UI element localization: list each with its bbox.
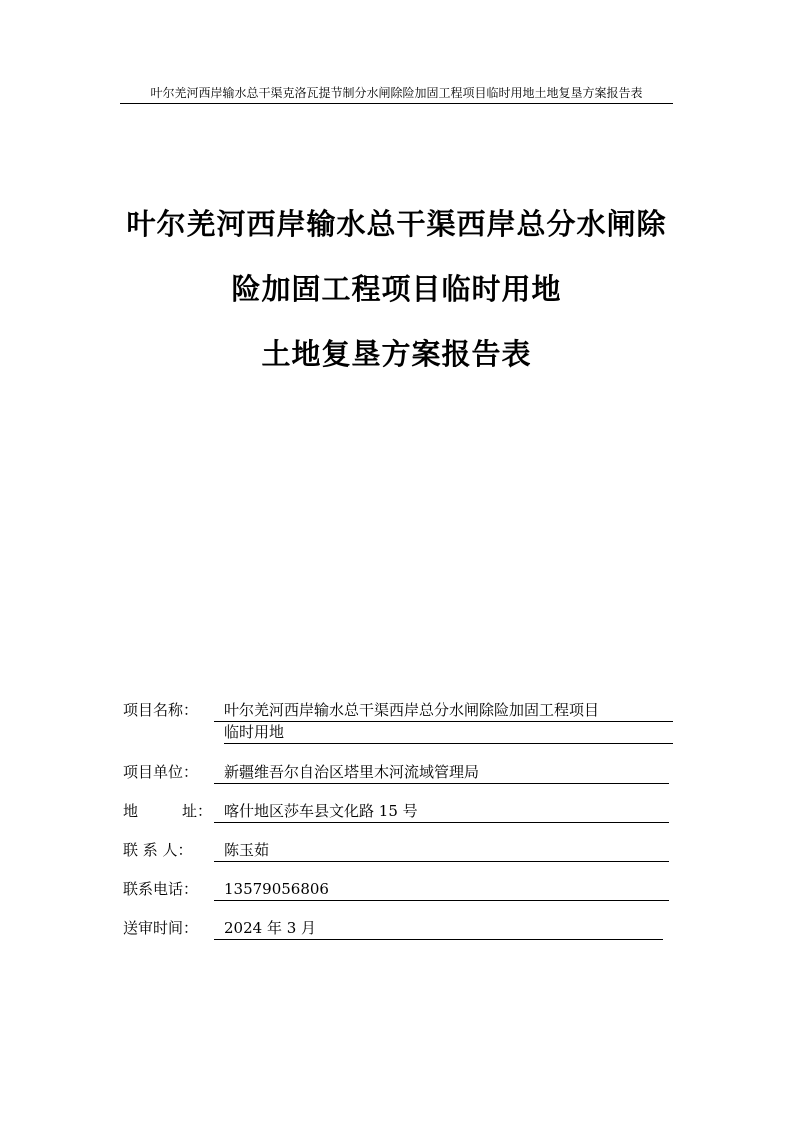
contact-label: 联 系 人： (123, 841, 193, 859)
contact-row (123, 840, 683, 861)
address-label-b: 址： (182, 802, 213, 820)
title-line-1: 叶尔羌河西岸输水总干渠西岸总分水闸除 (126, 207, 667, 241)
address-label (123, 801, 212, 822)
project-unit-row (123, 762, 683, 783)
project-unit-label: 项目单位： (123, 763, 199, 781)
phone-row (123, 879, 683, 900)
submission-date-label: 送审时间： (123, 919, 199, 937)
document-title (0, 208, 793, 403)
title-line-2: 险加固工程项目临时用地 (231, 272, 562, 306)
project-name-value-line-2: 临时用地 (224, 722, 673, 744)
contact-value: 陈玉茹 (214, 840, 669, 862)
submission-date-value: 2024 年 3 月 (214, 918, 663, 940)
project-info (123, 700, 683, 957)
title-line-3: 土地复垦方案报告表 (261, 337, 532, 371)
address-value: 喀什地区莎车县文化路 15 号 (214, 801, 669, 823)
running-header: 叶尔羌河西岸输水总干渠克洛瓦提节制分水闸除险加固工程项目临时用地土地复垦方案报告表 (120, 86, 673, 104)
project-name-label: 项目名称： (123, 701, 199, 719)
phone-value: 13579056806 (214, 879, 669, 901)
project-unit-value: 新疆维吾尔自治区塔里木河流域管理局 (214, 762, 669, 784)
address-row (123, 801, 683, 822)
address-label-a: 地 (123, 802, 139, 820)
project-name-row (123, 700, 683, 744)
project-name-value-line-1: 叶尔羌河西岸输水总干渠西岸总分水闸除险加固工程项目 (214, 700, 673, 722)
submission-date-row (123, 918, 683, 939)
phone-label: 联系电话： (123, 880, 199, 898)
